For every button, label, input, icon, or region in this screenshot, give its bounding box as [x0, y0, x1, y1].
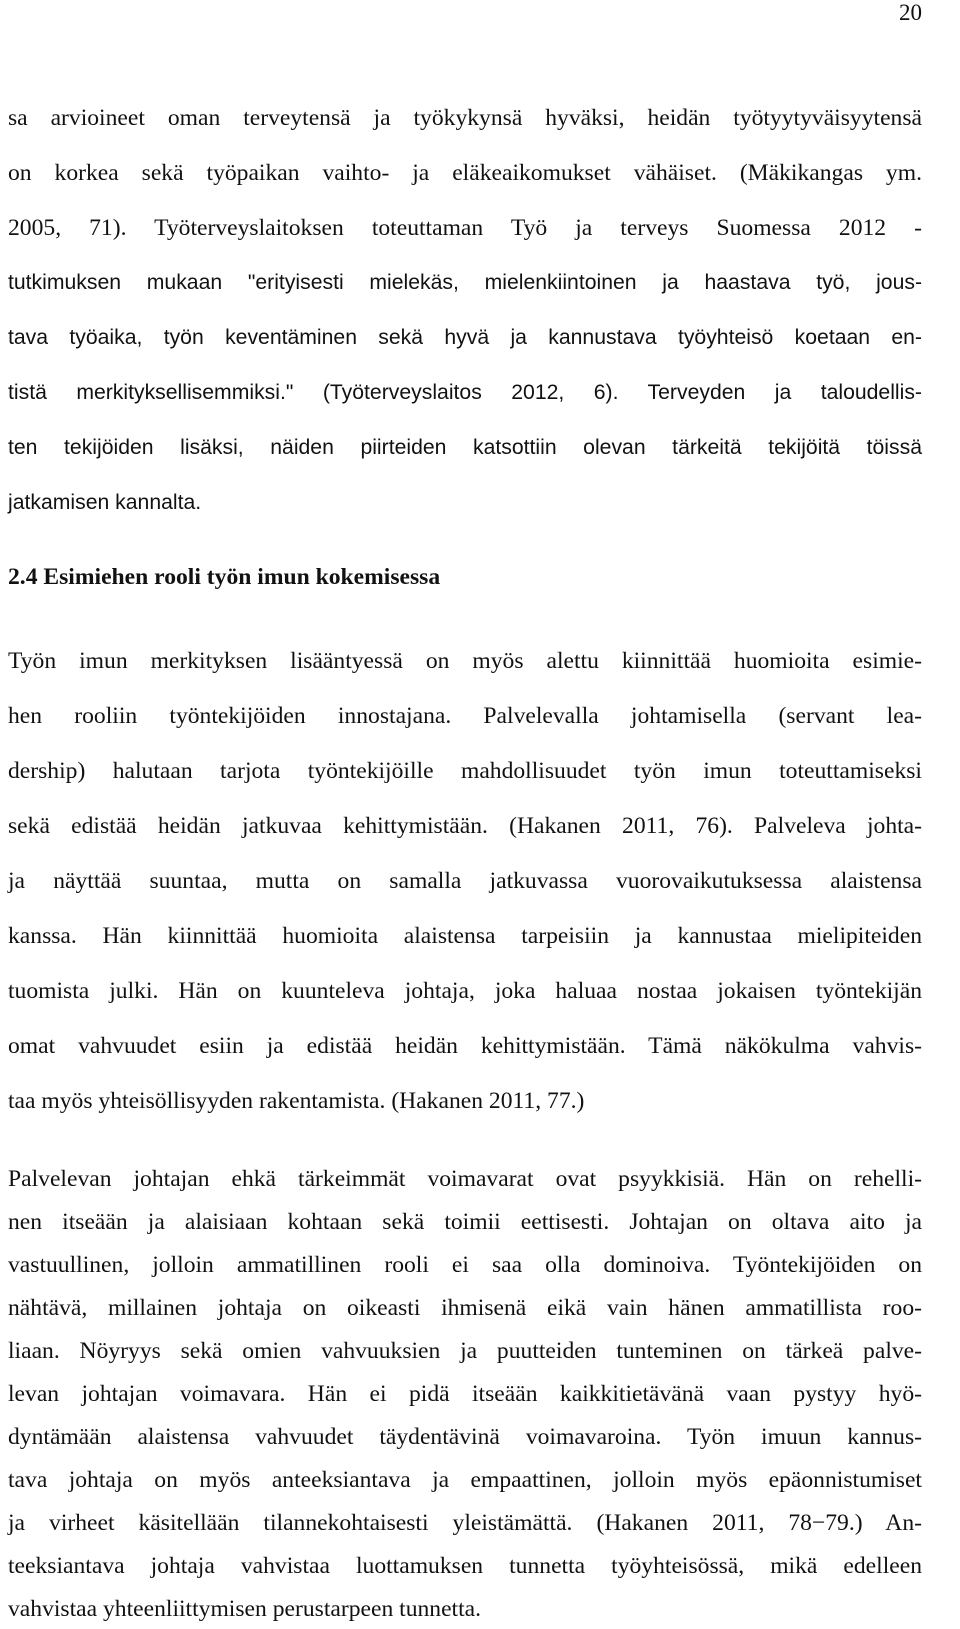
text-line: dyntämään alaistensa vahvuudet täydentävinä voimavaroina. Työn imuun kannus- — [8, 1424, 922, 1450]
text-line: vastuullinen, jolloin ammatillinen rooli ei saa olla dominoiva. Työntekijöiden on — [8, 1252, 922, 1278]
text-line: tutkimuksen mukaan "erityisesti mielekäs, mielenkiintoinen ja haastava työ, jous- — [8, 271, 922, 294]
text-line: Työn imun merkityksen lisääntyessä on myös alettu kiinnittää huomioita esimie- — [8, 648, 922, 674]
text-line: levan johtajan voimavara. Hän ei pidä itseään kaikkitietävänä vaan pystyy hyö- — [8, 1381, 922, 1407]
text-line: 2005, 71). Työterveyslaitoksen toteuttaman Työ ja terveys Suomessa 2012 - — [8, 215, 922, 241]
text-line: kanssa. Hän kiinnittää huomioita alaistensa tarpeisiin ja kannustaa mielipiteiden — [8, 923, 922, 949]
text-line: tuomista julki. Hän on kuunteleva johtaja, joka haluaa nostaa jokaisen työntekijän — [8, 978, 922, 1004]
text-line: omat vahvuudet esiin ja edistää heidän kehittymistään. Tämä näkökulma vahvis- — [8, 1033, 922, 1059]
text-line: jatkamisen kannalta. — [8, 491, 202, 514]
text-line: dership) halutaan tarjota työntekijöille mahdollisuudet työn imun toteuttamiseksi — [8, 758, 922, 784]
text-line: tistä merkityksellisemmiksi." (Työterveyslaitos 2012, 6). Terveyden ja taloudellis- — [8, 381, 922, 404]
text-line: taa myös yhteisöllisyyden rakentamista. (Hakanen 2011, 77.) — [8, 1088, 585, 1114]
text-line: hen rooliin työntekijöiden innostajana. Palvelevalla johtamisella (servant lea- — [8, 703, 922, 729]
text-line: nen itseään ja alaisiaan kohtaan sekä toimii eettisesti. Johtajan on oltava aito ja — [8, 1209, 922, 1235]
text-line: teeksiantava johtaja vahvistaa luottamuksen tunnetta työyhteisössä, mikä edelleen — [8, 1553, 922, 1579]
text-line: Palvelevan johtajan ehkä tärkeimmät voimavarat ovat psyykkisiä. Hän on rehelli- — [8, 1166, 922, 1192]
text-line: sa arvioineet oman terveytensä ja työkykynsä hyväksi, heidän työtyytyväisyytensä — [8, 105, 922, 131]
section-heading: 2.4 Esimiehen rooli työn imun kokemisessa — [8, 564, 441, 590]
text-line: sekä edistää heidän jatkuvaa kehittymistään. (Hakanen 2011, 76). Palveleva johta- — [8, 813, 922, 839]
text-line: on korkea sekä työpaikan vaihto- ja eläkeaikomukset vähäiset. (Mäkikangas ym. — [8, 160, 922, 186]
text-line: ja virheet käsitellään tilannekohtaisesti yleistämättä. (Hakanen 2011, 78−79.) An- — [8, 1510, 922, 1536]
text-line: liaan. Nöyryys sekä omien vahvuuksien ja puutteiden tunteminen on tärkeä palve- — [8, 1338, 922, 1364]
text-line: ten tekijöiden lisäksi, näiden piirteiden katsottiin olevan tärkeitä tekijöitä töissä — [8, 436, 922, 459]
text-line: tava työaika, työn keventäminen sekä hyvä ja kannustava työyhteisö koetaan en- — [8, 326, 922, 349]
text-line: tava johtaja on myös anteeksiantava ja empaattinen, jolloin myös epäonnistumiset — [8, 1467, 922, 1493]
text-line: nähtävä, millainen johtaja on oikeasti ihmisenä eikä vain hänen ammatillista roo- — [8, 1295, 922, 1321]
text-line: vahvistaa yhteenliittymisen perustarpeen tunnetta. — [8, 1596, 482, 1622]
text-line: ja näyttää suuntaa, mutta on samalla jatkuvassa vuorovaikutuksessa alaistensa — [8, 868, 922, 894]
page-number: 20 — [899, 0, 922, 25]
